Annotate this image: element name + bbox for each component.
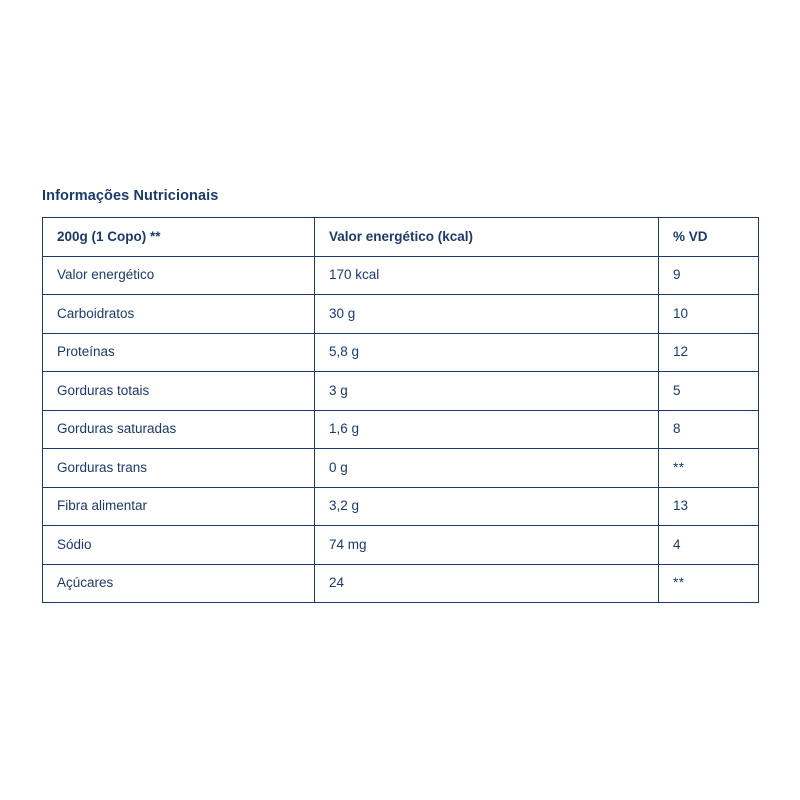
nutrition-facts-table — [42, 217, 759, 603]
table-row — [43, 487, 759, 526]
cell-daily-value: 8 — [659, 410, 759, 449]
cell-daily-value: ** — [659, 564, 759, 603]
table-body — [43, 256, 759, 603]
cell-value: 3,2 g — [315, 487, 659, 526]
cell-daily-value: 13 — [659, 487, 759, 526]
table-header-row — [43, 218, 759, 257]
table-row — [43, 256, 759, 295]
cell-daily-value: 5 — [659, 372, 759, 411]
column-header-energy-value: Valor energético (kcal) — [315, 218, 659, 257]
cell-value: 1,6 g — [315, 410, 659, 449]
page-title: Informações Nutricionais — [42, 188, 219, 204]
cell-value: 24 — [315, 564, 659, 603]
cell-nutrient: Gorduras totais — [43, 372, 315, 411]
cell-value: 170 kcal — [315, 256, 659, 295]
cell-nutrient: Proteínas — [43, 333, 315, 372]
nutrition-information-block — [42, 188, 758, 603]
table-row — [43, 295, 759, 334]
table-row — [43, 564, 759, 603]
cell-nutrient: Valor energético — [43, 256, 315, 295]
cell-nutrient: Carboidratos — [43, 295, 315, 334]
table-row — [43, 449, 759, 488]
table-row — [43, 372, 759, 411]
cell-value: 3 g — [315, 372, 659, 411]
table-header — [43, 218, 759, 257]
cell-nutrient: Gorduras trans — [43, 449, 315, 488]
column-header-serving: 200g (1 Copo) ** — [43, 218, 315, 257]
cell-daily-value: 10 — [659, 295, 759, 334]
cell-value: 5,8 g — [315, 333, 659, 372]
cell-daily-value: 4 — [659, 526, 759, 565]
cell-daily-value: ** — [659, 449, 759, 488]
cell-value: 30 g — [315, 295, 659, 334]
cell-nutrient: Sódio — [43, 526, 315, 565]
cell-nutrient: Fibra alimentar — [43, 487, 315, 526]
table-row — [43, 526, 759, 565]
cell-value: 0 g — [315, 449, 659, 488]
cell-daily-value: 12 — [659, 333, 759, 372]
table-row — [43, 410, 759, 449]
cell-nutrient: Açúcares — [43, 564, 315, 603]
column-header-daily-value: % VD — [659, 218, 759, 257]
cell-nutrient: Gorduras saturadas — [43, 410, 315, 449]
cell-daily-value: 9 — [659, 256, 759, 295]
cell-value: 74 mg — [315, 526, 659, 565]
table-row — [43, 333, 759, 372]
